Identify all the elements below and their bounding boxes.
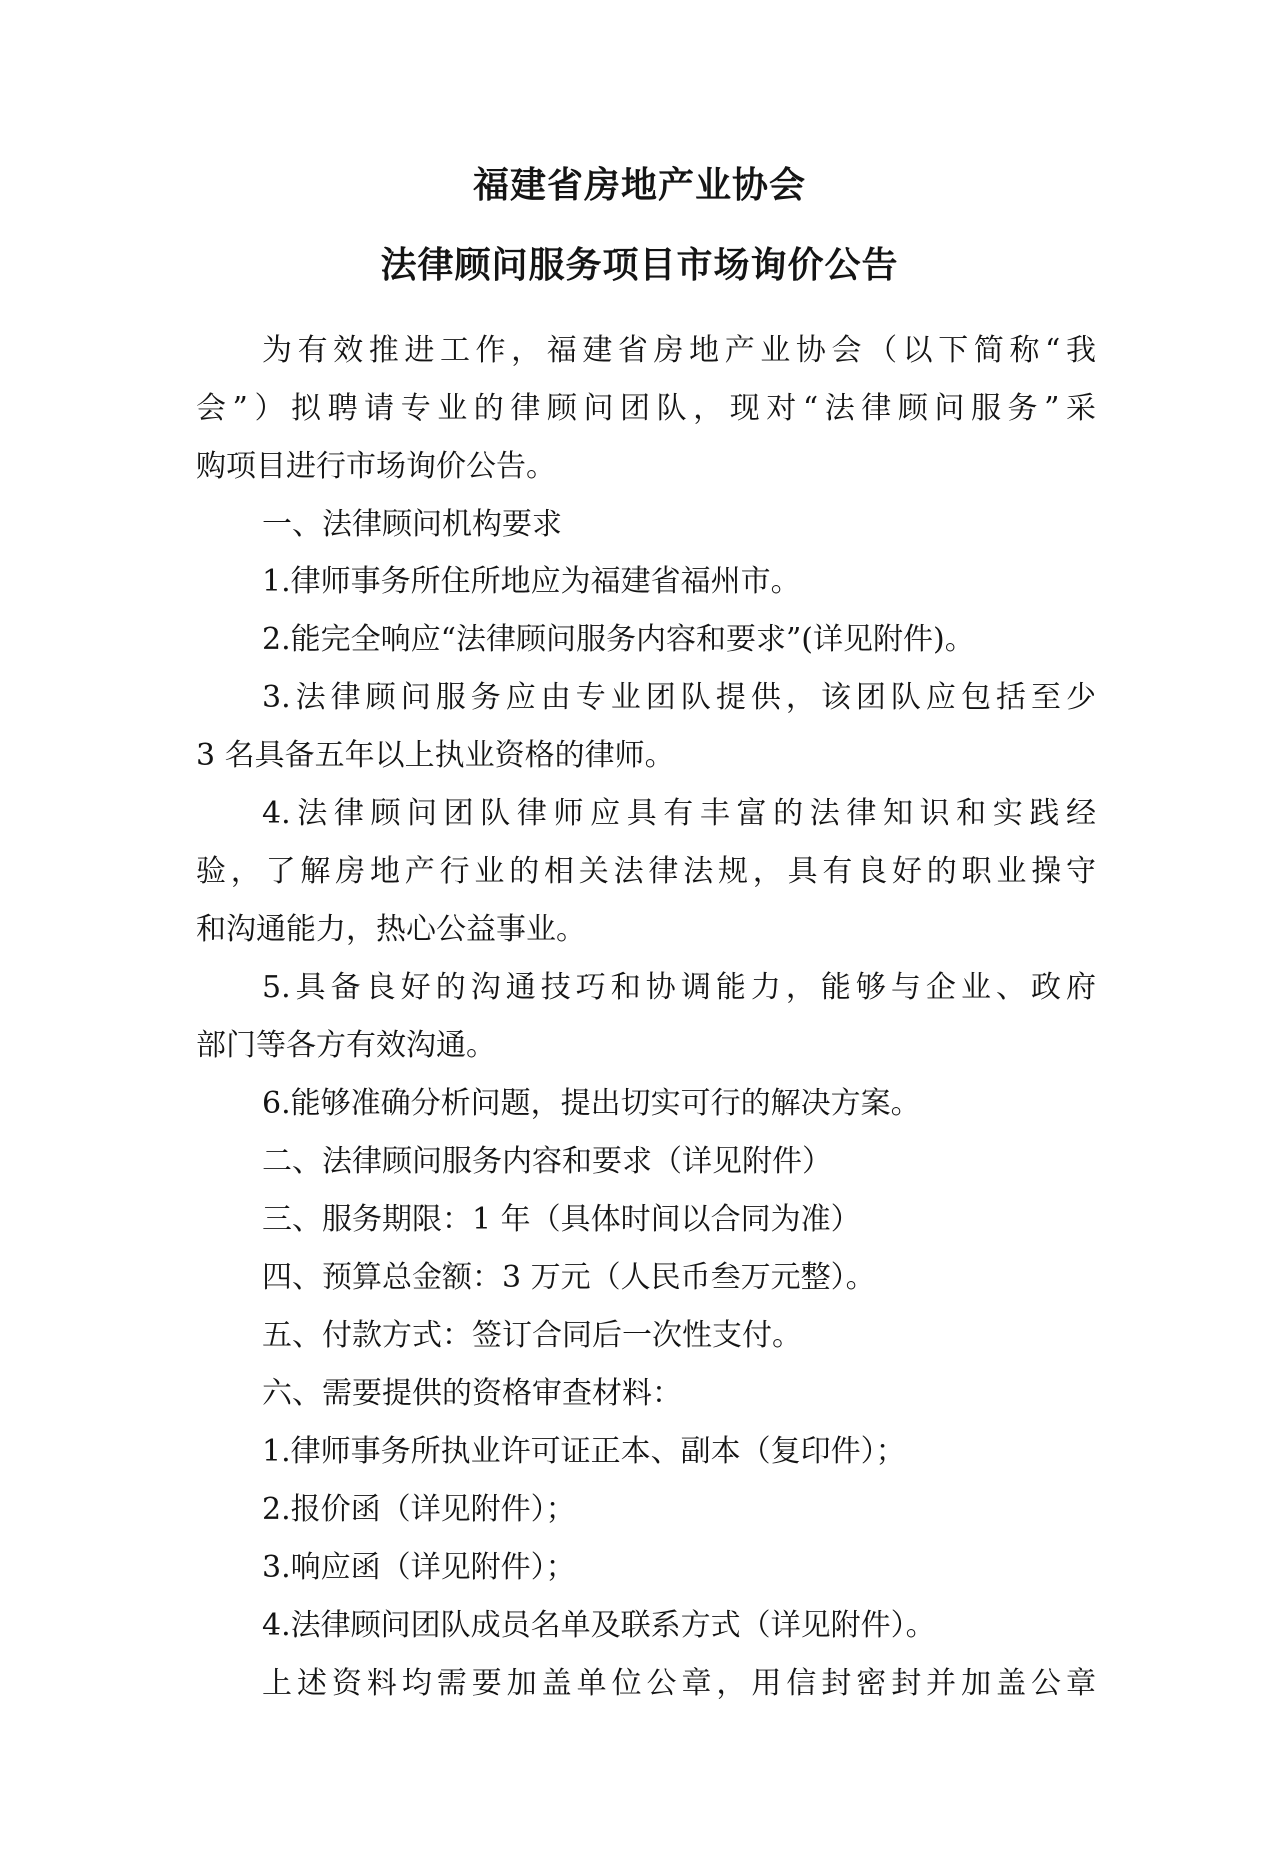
section2-heading: 二、法律顾问服务内容和要求（详见附件） [262,1144,832,1179]
section1-item2: 2.能完全响应“法律顾问服务内容和要求”(详见附件)。 [262,622,975,657]
document-title: 福建省房地产业协会 [472,165,806,206]
intro-line-2: 会”）拟聘请专业的律顾问团队，现对“法律顾问服务”采 [196,391,1096,426]
section5-heading: 五、付款方式：签订合同后一次性支付。 [262,1318,802,1353]
section3-heading: 三、服务期限：1 年（具体时间以合同为准） [262,1202,861,1237]
document-subtitle: 法律顾问服务项目市场询价公告 [380,245,899,286]
section6-item3: 3.响应函（详见附件）； [262,1550,576,1585]
section1-item4-line2: 验，了解房地产行业的相关法律法规，具有良好的职业操守 [196,854,1096,889]
section6-item4: 4.法律顾问团队成员名单及联系方式（详见附件）。 [262,1608,936,1643]
section6-item1: 1.律师事务所执业许可证正本、副本（复印件）； [262,1434,906,1469]
intro-line-3: 购项目进行市场询价公告。 [196,449,556,484]
section1-item3-line1: 3.法律顾问服务应由专业团队提供，该团队应包括至少 [262,680,1096,715]
section1-item4-line1: 4.法律顾问团队律师应具有丰富的法律知识和实践经 [262,796,1096,831]
section1-heading: 一、法律顾问机构要求 [262,507,562,542]
section6-heading: 六、需要提供的资格审查材料： [262,1376,682,1411]
section1-item3-line2: 3 名具备五年以上执业资格的律师。 [196,738,675,773]
section1-item4-line3: 和沟通能力，热心公益事业。 [196,912,586,947]
intro-line-1: 为有效推进工作，福建省房地产业协会（以下简称“我 [262,333,1096,368]
closing-line: 上述资料均需要加盖单位公章，用信封密封并加盖公章 [262,1666,1096,1701]
section1-item6: 6.能够准确分析问题，提出切实可行的解决方案。 [262,1086,921,1121]
section1-item1: 1.律师事务所住所地应为福建省福州市。 [262,564,801,599]
section1-item5-line1: 5.具备良好的沟通技巧和协调能力，能够与企业、政府 [262,970,1096,1005]
section1-item5-line2: 部门等各方有效沟通。 [196,1028,496,1063]
section6-item2: 2.报价函（详见附件）； [262,1492,576,1527]
section4-heading: 四、预算总金额：3 万元（人民币叁万元整）。 [262,1260,876,1295]
